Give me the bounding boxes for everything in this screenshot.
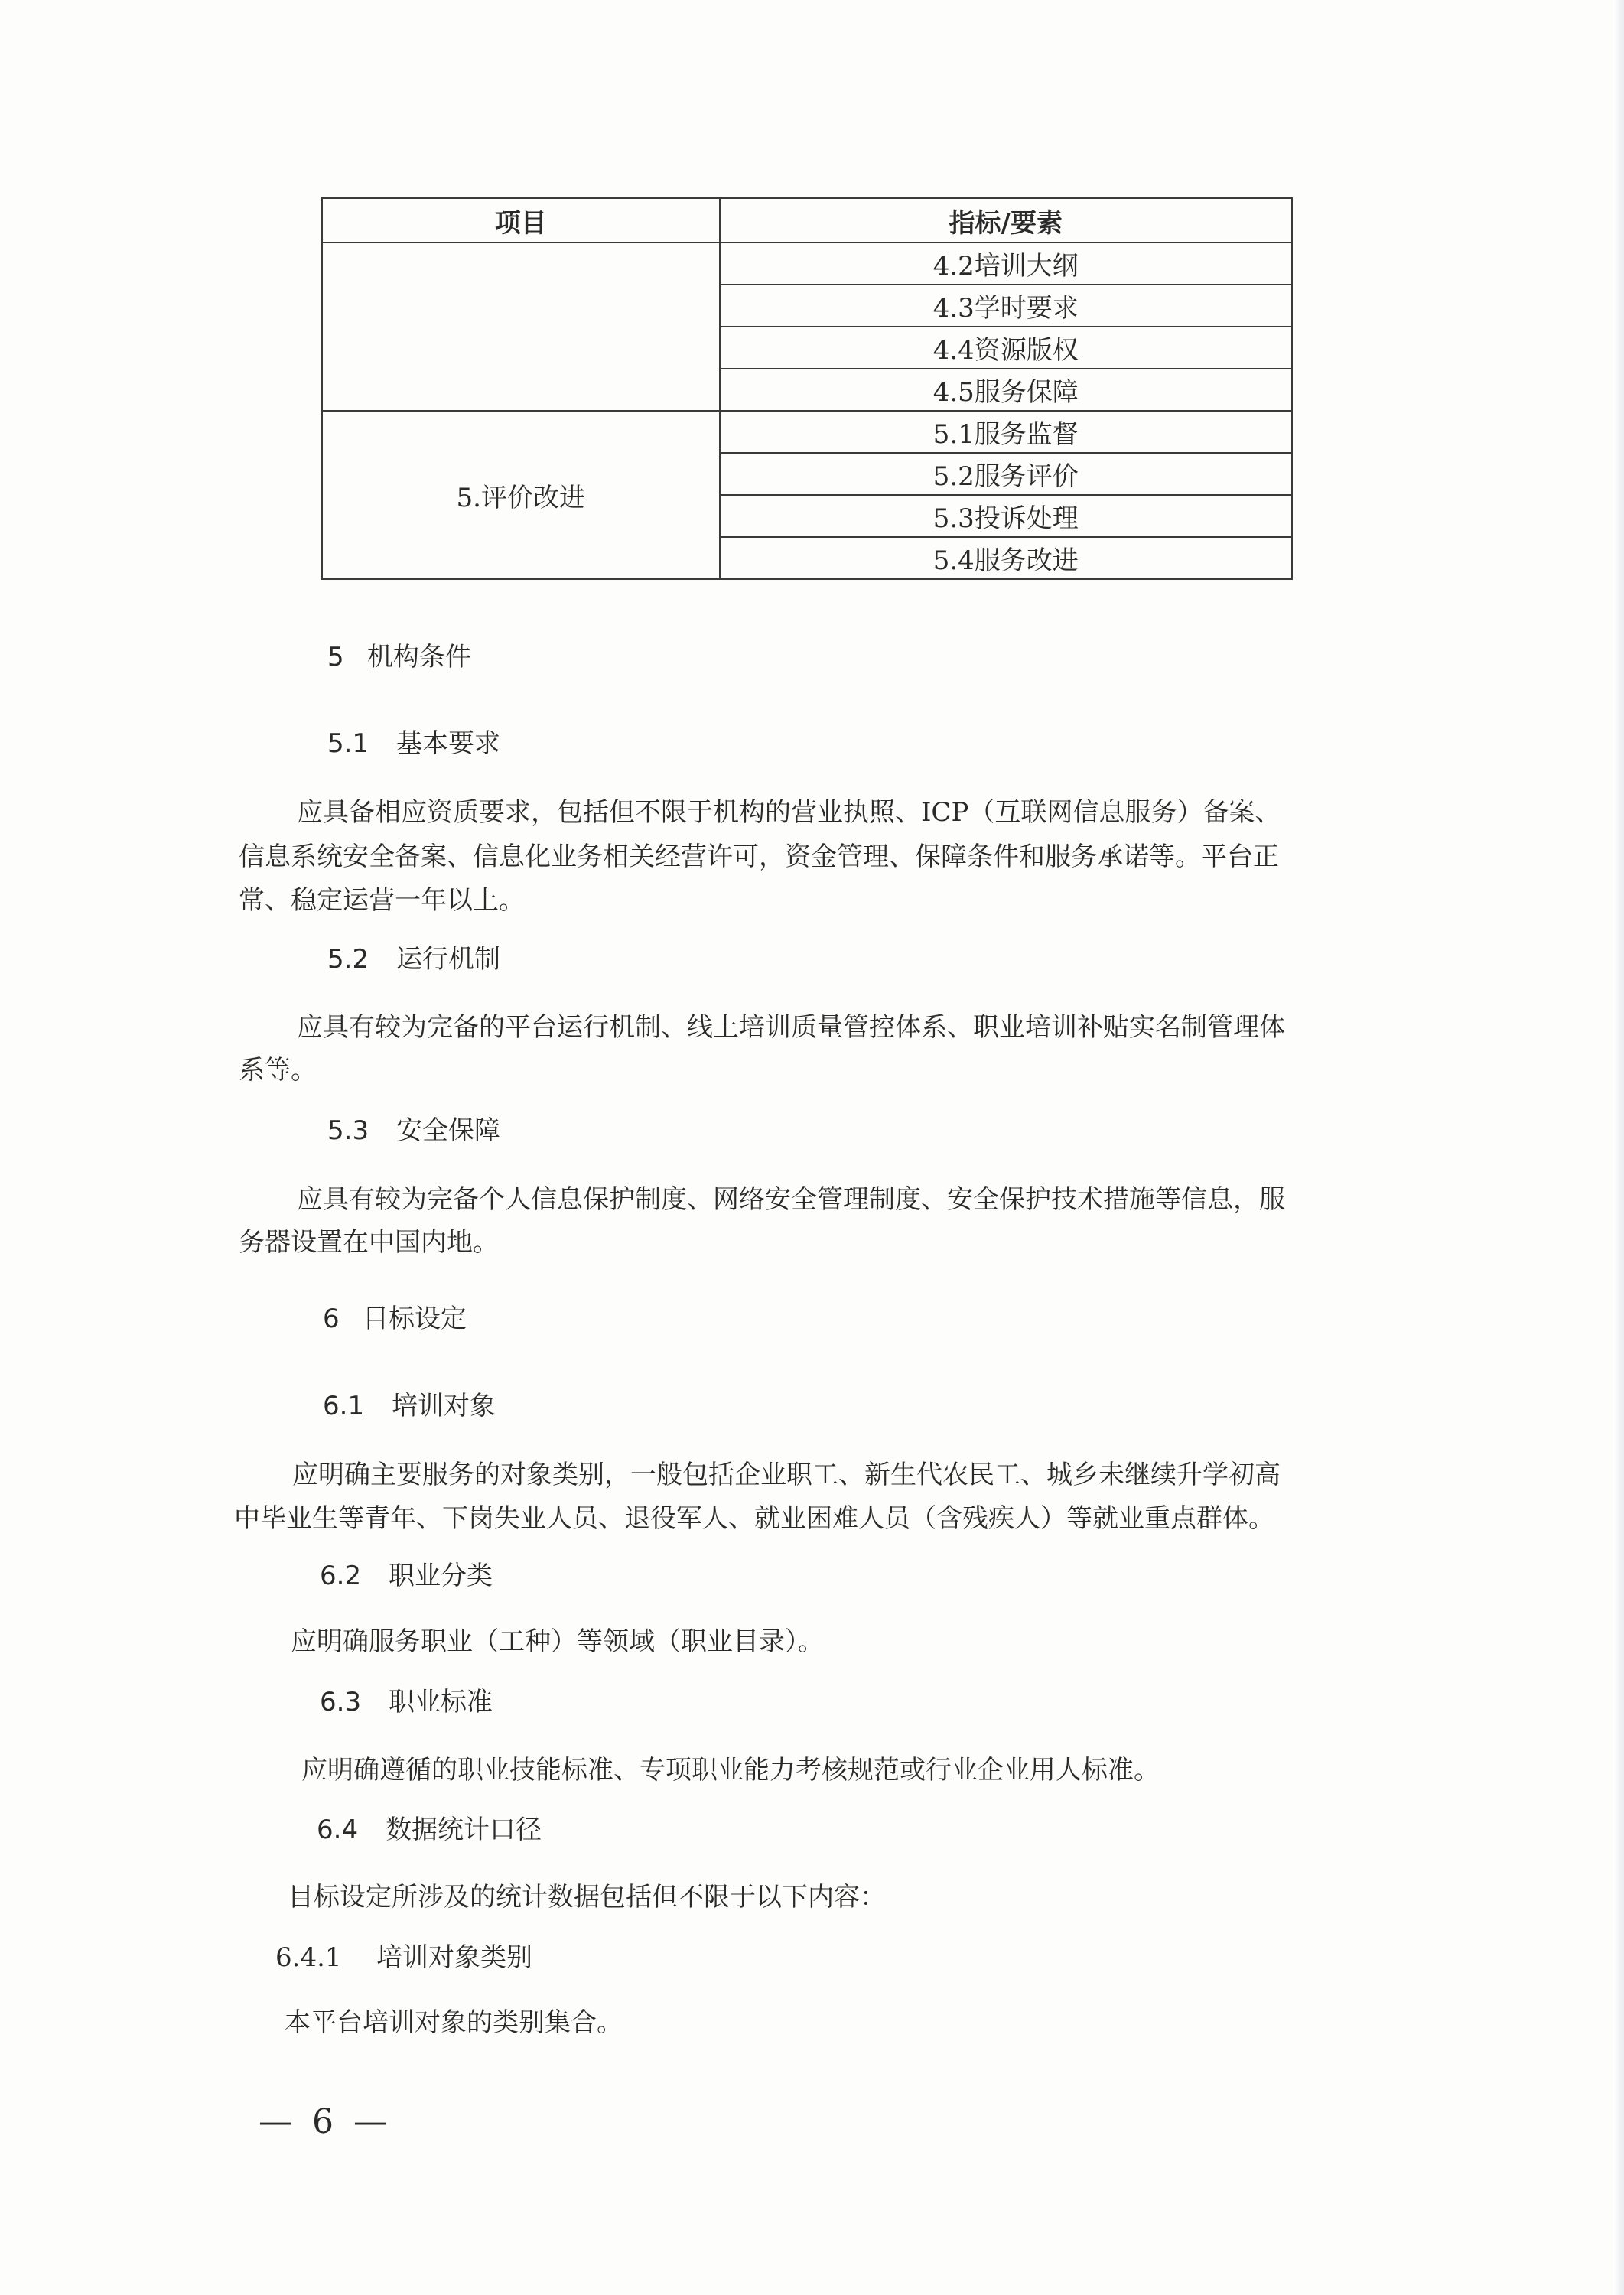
section-title: 机构条件 (367, 642, 471, 672)
paragraph-line: 本平台培训对象的类别集合。 (285, 2007, 623, 2038)
paragraph-line: 系等。 (239, 1055, 317, 1086)
table-row (322, 411, 1292, 453)
section-title: 数据统计口径 (386, 1815, 542, 1845)
section-title: 职业分类 (389, 1561, 493, 1591)
table-cell: 4.5服务保障 (720, 369, 1292, 411)
paragraph-line: 信息系统安全备案、信息化业务相关经营许可，资金管理、保障条件和服务承诺等。平台正 (239, 842, 1279, 872)
table-group-label (322, 243, 720, 411)
section-heading-5-1 (327, 725, 500, 762)
section-number: 6.4.1 (275, 1942, 342, 1973)
table-group-label: 5.评价改进 (322, 411, 720, 579)
section-number: 6.4 (317, 1815, 359, 1845)
scan-edge (1613, 0, 1624, 2295)
section-number: 6.2 (320, 1561, 362, 1591)
paragraph-line: 中毕业生等青年、下岗失业人员、退役军人、就业困难人员（含残疾人）等就业重点群体。 (234, 1503, 1274, 1534)
section-heading-6-4 (317, 1812, 542, 1848)
paragraph-line: 应明确主要服务的对象类别，一般包括企业职工、新生代农民工、城乡未继续升学初高 (292, 1460, 1281, 1490)
section-number: 5.2 (327, 944, 369, 975)
table-cell: 4.3学时要求 (720, 285, 1292, 327)
section-heading-6-1 (323, 1388, 496, 1424)
section-number: 5.1 (327, 728, 369, 759)
table-header-indicator: 指标/要素 (720, 198, 1292, 243)
table-row (322, 243, 1292, 285)
index-table (321, 197, 1293, 580)
table-cell: 5.2服务评价 (720, 453, 1292, 495)
section-heading-6-3 (320, 1684, 493, 1720)
section-title: 目标设定 (363, 1304, 467, 1334)
paragraph-line: 应明确遵循的职业技能标准、专项职业能力考核规范或行业企业用人标准。 (301, 1755, 1160, 1786)
section-title: 安全保障 (396, 1115, 500, 1146)
section-title: 培训对象 (392, 1391, 496, 1421)
section-title: 基本要求 (396, 728, 500, 759)
paragraph-line: 应具有较为完备个人信息保护制度、网络安全管理制度、安全保护技术措施等信息，服 (297, 1184, 1285, 1215)
section-title: 运行机制 (396, 944, 500, 975)
paragraph-line: 应具有较为完备的平台运行机制、线上培训质量管控体系、职业培训补贴实名制管理体 (297, 1012, 1285, 1043)
section-heading-6-2 (320, 1558, 493, 1594)
section-heading-5-3 (327, 1112, 500, 1149)
table-header-row (322, 198, 1292, 243)
table-cell: 5.3投诉处理 (720, 495, 1292, 537)
section-title: 培训对象类别 (376, 1942, 532, 1973)
section-heading-5-2 (327, 941, 500, 978)
table-cell: 4.4资源版权 (720, 327, 1292, 369)
paragraph-line: 目标设定所涉及的统计数据包括但不限于以下内容： (288, 1882, 886, 1912)
table-cell: 5.4服务改进 (720, 537, 1292, 579)
section-number: 5.3 (327, 1115, 369, 1146)
section-number: 5 (327, 642, 344, 672)
table-cell: 5.1服务监督 (720, 411, 1292, 453)
section-heading-5 (327, 639, 471, 675)
section-heading-6-4-1 (275, 1939, 532, 1976)
paragraph-line: 务器设置在中国内地。 (239, 1227, 499, 1258)
table-cell: 4.2培训大纲 (720, 243, 1292, 285)
section-title: 职业标准 (389, 1687, 493, 1717)
paragraph-line: 应具备相应资质要求，包括但不限于机构的营业执照、ICP（互联网信息服务）备案、 (297, 797, 1281, 828)
page-number: — 6 — (259, 2102, 392, 2141)
section-heading-6 (323, 1300, 467, 1337)
paragraph-line: 常、稳定运营一年以上。 (239, 885, 525, 916)
section-number: 6 (323, 1304, 340, 1334)
paragraph-line: 应明确服务职业（工种）等领域（职业目录）。 (291, 1626, 824, 1657)
section-number: 6.1 (323, 1391, 365, 1421)
table-header-item: 项目 (322, 198, 720, 243)
section-number: 6.3 (320, 1687, 362, 1717)
